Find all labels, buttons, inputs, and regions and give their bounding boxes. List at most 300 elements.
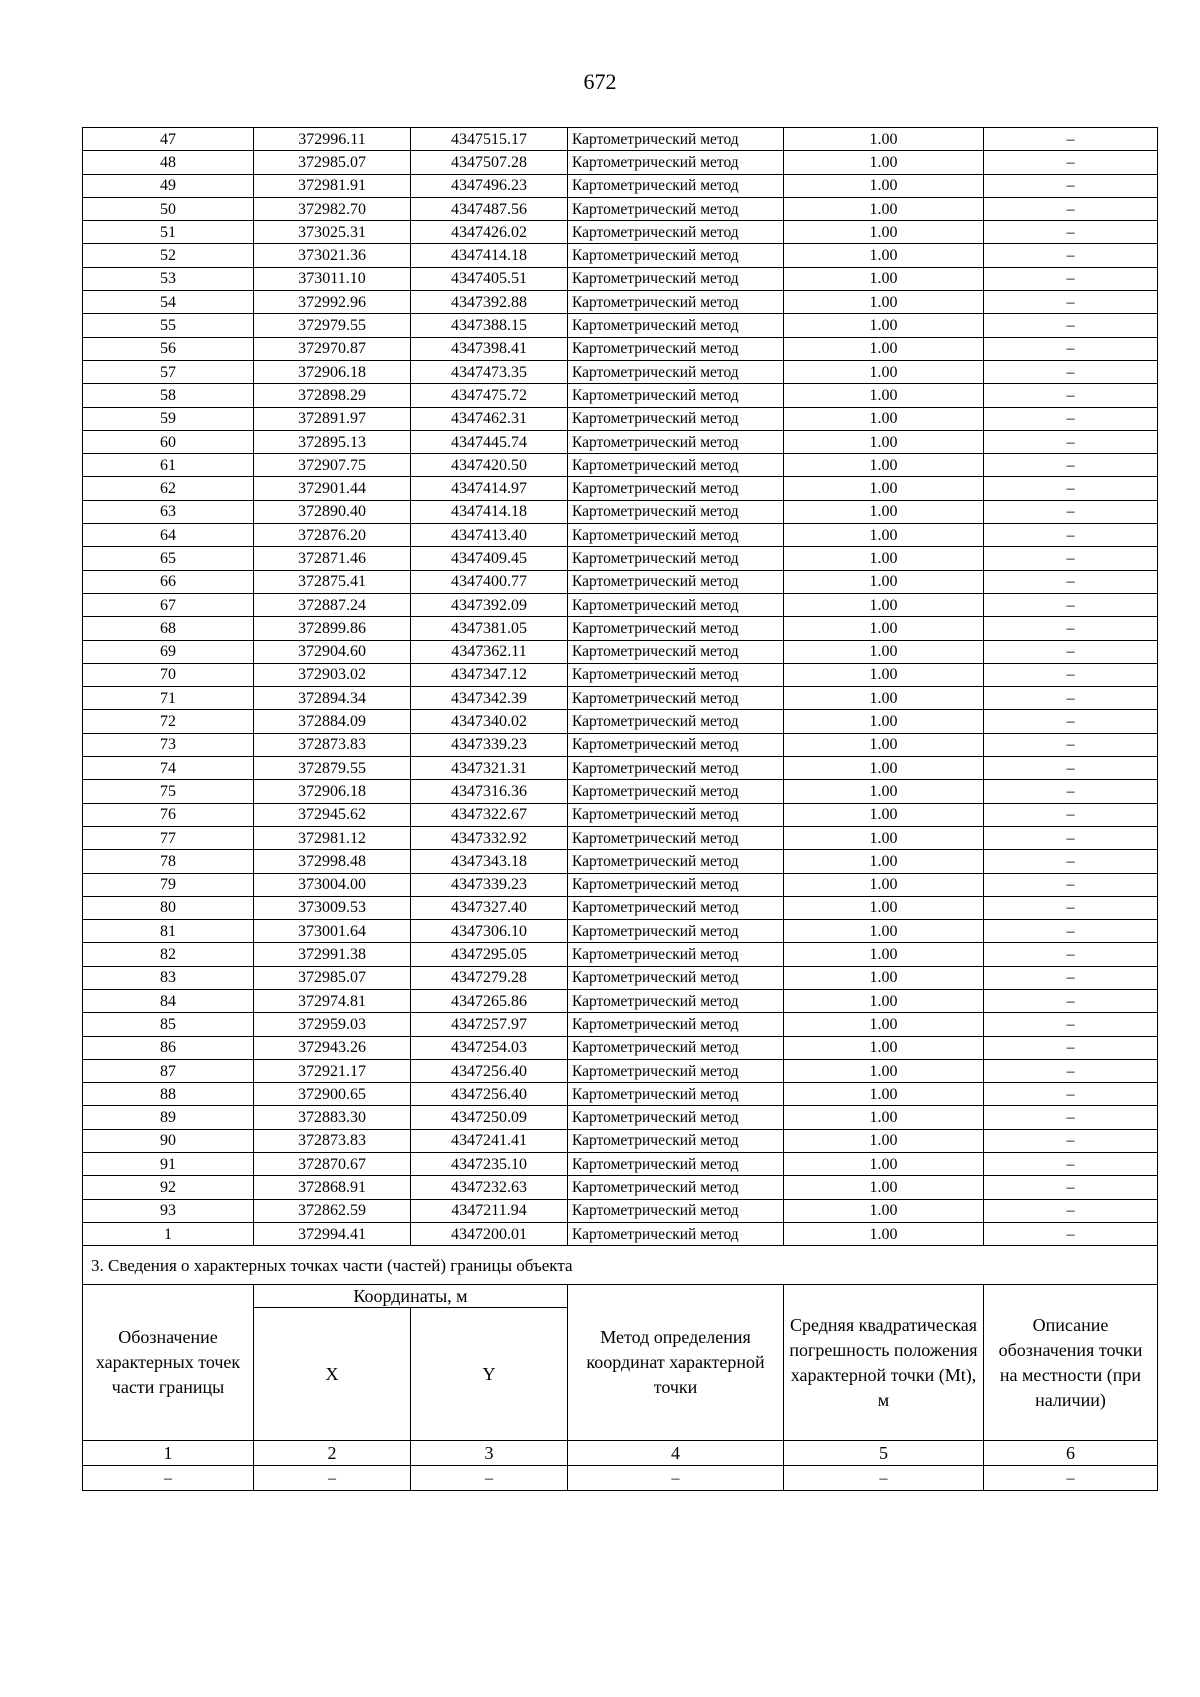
point-number: 63: [83, 500, 254, 523]
point-number: 55: [83, 314, 254, 337]
point-number: 83: [83, 966, 254, 989]
point-number: 59: [83, 407, 254, 430]
accuracy-cell: 1.00: [784, 989, 984, 1012]
coord-y: 4347409.45: [411, 547, 568, 570]
accuracy-cell: 1.00: [784, 1036, 984, 1059]
description-cell: –: [984, 710, 1158, 733]
coord-x: 372895.13: [254, 430, 411, 453]
description-cell: –: [984, 221, 1158, 244]
point-number: 70: [83, 663, 254, 686]
accuracy-cell: 1.00: [784, 593, 984, 616]
description-cell: –: [984, 896, 1158, 919]
coord-x: 373004.00: [254, 873, 411, 896]
column-number-row: [83, 1441, 1158, 1466]
accuracy-cell: 1.00: [784, 128, 984, 151]
description-cell: –: [984, 524, 1158, 547]
coord-x: 372894.34: [254, 687, 411, 710]
table-row: [83, 128, 1158, 151]
coord-x: 372879.55: [254, 757, 411, 780]
point-number: 77: [83, 826, 254, 849]
method-cell: Картометрический метод: [568, 1059, 784, 1082]
accuracy-cell: 1.00: [784, 966, 984, 989]
coord-x: 372890.40: [254, 500, 411, 523]
method-cell: Картометрический метод: [568, 151, 784, 174]
coord-y: 4347295.05: [411, 943, 568, 966]
accuracy-cell: 1.00: [784, 640, 984, 663]
method-cell: Картометрический метод: [568, 803, 784, 826]
accuracy-cell: 1.00: [784, 1129, 984, 1152]
table-row: [83, 1013, 1158, 1036]
accuracy-cell: 1.00: [784, 430, 984, 453]
coord-x: 372904.60: [254, 640, 411, 663]
accuracy-cell: 1.00: [784, 663, 984, 686]
description-cell: –: [984, 873, 1158, 896]
table-row: [83, 896, 1158, 919]
coord-y: 4347426.02: [411, 221, 568, 244]
point-number: 54: [83, 291, 254, 314]
point-number: 56: [83, 337, 254, 360]
table-row: [83, 617, 1158, 640]
method-cell: Картометрический метод: [568, 407, 784, 430]
accuracy-cell: 1.00: [784, 826, 984, 849]
coord-y: 4347462.31: [411, 407, 568, 430]
coord-y: 4347332.92: [411, 826, 568, 849]
coord-x: 372991.38: [254, 943, 411, 966]
coord-x: 372992.96: [254, 291, 411, 314]
description-cell: –: [984, 826, 1158, 849]
table-row: [83, 430, 1158, 453]
page-number: 672: [583, 69, 617, 94]
accuracy-cell: 1.00: [784, 780, 984, 803]
description-cell: –: [984, 267, 1158, 290]
empty-data-row: [83, 1466, 1158, 1491]
coord-y: 4347392.88: [411, 291, 568, 314]
coord-x: 372979.55: [254, 314, 411, 337]
coord-x: 373001.64: [254, 920, 411, 943]
method-cell: Картометрический метод: [568, 500, 784, 523]
accuracy-cell: 1.00: [784, 1153, 984, 1176]
section-title-row: [83, 1246, 1158, 1285]
description-cell: –: [984, 757, 1158, 780]
method-cell: Картометрический метод: [568, 1036, 784, 1059]
table-row: [83, 267, 1158, 290]
method-cell: Картометрический метод: [568, 221, 784, 244]
table-row: [83, 873, 1158, 896]
accuracy-cell: 1.00: [784, 314, 984, 337]
description-cell: –: [984, 920, 1158, 943]
header-description: Описание обозначения точки на местности (при наличии): [984, 1285, 1158, 1441]
point-number: 79: [83, 873, 254, 896]
method-cell: Картометрический метод: [568, 663, 784, 686]
coord-x: 372974.81: [254, 989, 411, 1012]
table-row: [83, 1222, 1158, 1245]
coord-x: 372907.75: [254, 454, 411, 477]
point-number: 67: [83, 593, 254, 616]
column-number: 5: [784, 1441, 984, 1466]
coord-y: 4347306.10: [411, 920, 568, 943]
point-number: 80: [83, 896, 254, 919]
point-number: 64: [83, 524, 254, 547]
accuracy-cell: 1.00: [784, 873, 984, 896]
description-cell: –: [984, 687, 1158, 710]
method-cell: Картометрический метод: [568, 337, 784, 360]
table-row: [83, 1036, 1158, 1059]
table-row: [83, 593, 1158, 616]
accuracy-cell: 1.00: [784, 244, 984, 267]
table-row: [83, 943, 1158, 966]
table-row: [83, 850, 1158, 873]
table-row: [83, 780, 1158, 803]
point-number: 73: [83, 733, 254, 756]
point-number: 81: [83, 920, 254, 943]
accuracy-cell: 1.00: [784, 524, 984, 547]
coord-x: 372906.18: [254, 360, 411, 383]
coord-y: 4347241.41: [411, 1129, 568, 1152]
description-cell: –: [984, 1013, 1158, 1036]
table-row: [83, 384, 1158, 407]
empty-cell: –: [411, 1466, 568, 1491]
method-cell: Картометрический метод: [568, 314, 784, 337]
method-cell: Картометрический метод: [568, 943, 784, 966]
method-cell: Картометрический метод: [568, 1106, 784, 1129]
method-cell: Картометрический метод: [568, 989, 784, 1012]
accuracy-cell: 1.00: [784, 477, 984, 500]
coord-y: 4347343.18: [411, 850, 568, 873]
method-cell: Картометрический метод: [568, 710, 784, 733]
header-designation: Обозначение характерных точек части границы: [83, 1285, 254, 1441]
coord-y: 4347347.12: [411, 663, 568, 686]
coord-y: 4347414.18: [411, 244, 568, 267]
column-number: 3: [411, 1441, 568, 1466]
header-row-1: [83, 1285, 1158, 1308]
coord-x: 372899.86: [254, 617, 411, 640]
table-row: [83, 757, 1158, 780]
points-rows: [83, 128, 1158, 1246]
coord-y: 4347256.40: [411, 1059, 568, 1082]
coord-x: 372862.59: [254, 1199, 411, 1222]
point-number: 62: [83, 477, 254, 500]
header-y: Y: [411, 1308, 568, 1441]
coord-y: 4347475.72: [411, 384, 568, 407]
description-cell: –: [984, 477, 1158, 500]
coord-x: 372943.26: [254, 1036, 411, 1059]
accuracy-cell: 1.00: [784, 267, 984, 290]
description-cell: –: [984, 430, 1158, 453]
coord-y: 4347327.40: [411, 896, 568, 919]
table-row: [83, 640, 1158, 663]
point-number: 78: [83, 850, 254, 873]
method-cell: Картометрический метод: [568, 547, 784, 570]
coord-x: 372985.07: [254, 966, 411, 989]
coord-y: 4347339.23: [411, 873, 568, 896]
description-cell: –: [984, 617, 1158, 640]
description-cell: –: [984, 337, 1158, 360]
coord-x: 372876.20: [254, 524, 411, 547]
section-3-title: 3. Сведения о характерных точках части (частей) границы объекта: [83, 1246, 1158, 1285]
method-cell: Картометрический метод: [568, 873, 784, 896]
coord-x: 372982.70: [254, 197, 411, 220]
table-row: [83, 244, 1158, 267]
method-cell: Картометрический метод: [568, 174, 784, 197]
header-method: Метод определения координат характерной точки: [568, 1285, 784, 1441]
method-cell: Картометрический метод: [568, 593, 784, 616]
coord-y: 4347265.86: [411, 989, 568, 1012]
table-row: [83, 360, 1158, 383]
coord-x: 372959.03: [254, 1013, 411, 1036]
accuracy-cell: 1.00: [784, 1013, 984, 1036]
coord-x: 372945.62: [254, 803, 411, 826]
coord-y: 4347420.50: [411, 454, 568, 477]
method-cell: Картометрический метод: [568, 477, 784, 500]
coord-x: 372981.91: [254, 174, 411, 197]
description-cell: –: [984, 291, 1158, 314]
table-row: [83, 1106, 1158, 1129]
point-number: 57: [83, 360, 254, 383]
point-number: 65: [83, 547, 254, 570]
method-cell: Картометрический метод: [568, 687, 784, 710]
point-number: 75: [83, 780, 254, 803]
method-cell: Картометрический метод: [568, 966, 784, 989]
point-number: 92: [83, 1176, 254, 1199]
point-number: 60: [83, 430, 254, 453]
coord-y: 4347381.05: [411, 617, 568, 640]
description-cell: –: [984, 593, 1158, 616]
description-cell: –: [984, 547, 1158, 570]
coord-y: 4347362.11: [411, 640, 568, 663]
coord-y: 4347256.40: [411, 1083, 568, 1106]
table-row: [83, 314, 1158, 337]
point-number: 50: [83, 197, 254, 220]
table-row: [83, 174, 1158, 197]
point-number: 48: [83, 151, 254, 174]
method-cell: Картометрический метод: [568, 640, 784, 663]
method-cell: Картометрический метод: [568, 733, 784, 756]
table-row: [83, 1129, 1158, 1152]
column-number: 2: [254, 1441, 411, 1466]
coord-y: 4347515.17: [411, 128, 568, 151]
coord-y: 4347445.74: [411, 430, 568, 453]
accuracy-cell: 1.00: [784, 1176, 984, 1199]
point-number: 69: [83, 640, 254, 663]
table-row: [83, 663, 1158, 686]
coord-y: 4347254.03: [411, 1036, 568, 1059]
empty-cell: –: [83, 1466, 254, 1491]
table-row: [83, 337, 1158, 360]
method-cell: Картометрический метод: [568, 430, 784, 453]
method-cell: Картометрический метод: [568, 826, 784, 849]
point-number: 68: [83, 617, 254, 640]
header-x: X: [254, 1308, 411, 1441]
coord-y: 4347200.01: [411, 1222, 568, 1245]
description-cell: –: [984, 128, 1158, 151]
point-number: 71: [83, 687, 254, 710]
table-row: [83, 197, 1158, 220]
table-row: [83, 570, 1158, 593]
coord-x: 372900.65: [254, 1083, 411, 1106]
description-cell: –: [984, 454, 1158, 477]
coord-y: 4347473.35: [411, 360, 568, 383]
table-row: [83, 151, 1158, 174]
description-cell: –: [984, 663, 1158, 686]
accuracy-cell: 1.00: [784, 733, 984, 756]
coord-x: 372871.46: [254, 547, 411, 570]
coord-x: 372998.48: [254, 850, 411, 873]
point-number: 51: [83, 221, 254, 244]
coord-y: 4347496.23: [411, 174, 568, 197]
column-number: 6: [984, 1441, 1158, 1466]
point-number: 66: [83, 570, 254, 593]
table-row: [83, 803, 1158, 826]
method-cell: Картометрический метод: [568, 1083, 784, 1106]
coord-x: 372921.17: [254, 1059, 411, 1082]
description-cell: –: [984, 803, 1158, 826]
coord-x: 372873.83: [254, 1129, 411, 1152]
point-number: 91: [83, 1153, 254, 1176]
header-accuracy: Средняя квадратическая погрешность положения характерной точки (Mt), м: [784, 1285, 984, 1441]
accuracy-cell: 1.00: [784, 687, 984, 710]
description-cell: –: [984, 500, 1158, 523]
description-cell: –: [984, 780, 1158, 803]
coord-y: 4347414.18: [411, 500, 568, 523]
coord-y: 4347392.09: [411, 593, 568, 616]
description-cell: –: [984, 1176, 1158, 1199]
column-number: 1: [83, 1441, 254, 1466]
point-number: 89: [83, 1106, 254, 1129]
accuracy-cell: 1.00: [784, 803, 984, 826]
point-number: 74: [83, 757, 254, 780]
table-row: [83, 221, 1158, 244]
coord-x: 373011.10: [254, 267, 411, 290]
coord-x: 372883.30: [254, 1106, 411, 1129]
point-number: 72: [83, 710, 254, 733]
table-row: [83, 1059, 1158, 1082]
point-number: 82: [83, 943, 254, 966]
method-cell: Картометрический метод: [568, 920, 784, 943]
description-cell: –: [984, 1036, 1158, 1059]
description-cell: –: [984, 360, 1158, 383]
empty-cell: –: [568, 1466, 784, 1491]
coord-x: 372903.02: [254, 663, 411, 686]
table-row: [83, 547, 1158, 570]
coord-y: 4347257.97: [411, 1013, 568, 1036]
method-cell: Картометрический метод: [568, 850, 784, 873]
table-row: [83, 291, 1158, 314]
coord-y: 4347235.10: [411, 1153, 568, 1176]
description-cell: –: [984, 1222, 1158, 1245]
coord-y: 4347405.51: [411, 267, 568, 290]
method-cell: Картометрический метод: [568, 1176, 784, 1199]
point-number: 47: [83, 128, 254, 151]
coord-y: 4347487.56: [411, 197, 568, 220]
description-cell: –: [984, 1059, 1158, 1082]
coord-x: 372898.29: [254, 384, 411, 407]
coord-y: 4347232.63: [411, 1176, 568, 1199]
coord-y: 4347507.28: [411, 151, 568, 174]
accuracy-cell: 1.00: [784, 710, 984, 733]
method-cell: Картометрический метод: [568, 524, 784, 547]
accuracy-cell: 1.00: [784, 920, 984, 943]
coord-x: 372873.83: [254, 733, 411, 756]
table-row: [83, 1153, 1158, 1176]
coord-x: 372996.11: [254, 128, 411, 151]
empty-cell: –: [984, 1466, 1158, 1491]
accuracy-cell: 1.00: [784, 337, 984, 360]
accuracy-cell: 1.00: [784, 757, 984, 780]
coord-y: 4347322.67: [411, 803, 568, 826]
coord-x: 372884.09: [254, 710, 411, 733]
coord-y: 4347339.23: [411, 733, 568, 756]
accuracy-cell: 1.00: [784, 151, 984, 174]
method-cell: Картометрический метод: [568, 757, 784, 780]
description-cell: –: [984, 640, 1158, 663]
accuracy-cell: 1.00: [784, 896, 984, 919]
coord-x: 372906.18: [254, 780, 411, 803]
coord-y: 4347413.40: [411, 524, 568, 547]
coord-x: 372891.97: [254, 407, 411, 430]
point-number: 1: [83, 1222, 254, 1245]
accuracy-cell: 1.00: [784, 1059, 984, 1082]
point-number: 76: [83, 803, 254, 826]
coord-y: 4347398.41: [411, 337, 568, 360]
accuracy-cell: 1.00: [784, 1083, 984, 1106]
description-cell: –: [984, 407, 1158, 430]
description-cell: –: [984, 989, 1158, 1012]
point-number: 88: [83, 1083, 254, 1106]
accuracy-cell: 1.00: [784, 570, 984, 593]
column-number: 4: [568, 1441, 784, 1466]
description-cell: –: [984, 1083, 1158, 1106]
description-cell: –: [984, 1129, 1158, 1152]
accuracy-cell: 1.00: [784, 617, 984, 640]
method-cell: Картометрический метод: [568, 1129, 784, 1152]
method-cell: Картометрический метод: [568, 384, 784, 407]
coord-x: 372994.41: [254, 1222, 411, 1245]
empty-cell: –: [784, 1466, 984, 1491]
description-cell: –: [984, 197, 1158, 220]
method-cell: Картометрический метод: [568, 454, 784, 477]
table-row: [83, 920, 1158, 943]
description-cell: –: [984, 1106, 1158, 1129]
table-row: [83, 989, 1158, 1012]
description-cell: –: [984, 1199, 1158, 1222]
point-number: 53: [83, 267, 254, 290]
coord-y: 4347414.97: [411, 477, 568, 500]
coord-x: 372887.24: [254, 593, 411, 616]
table-row: [83, 524, 1158, 547]
accuracy-cell: 1.00: [784, 360, 984, 383]
coord-x: 373025.31: [254, 221, 411, 244]
accuracy-cell: 1.00: [784, 221, 984, 244]
method-cell: Картометрический метод: [568, 780, 784, 803]
section-3: [83, 1246, 1158, 1491]
method-cell: Картометрический метод: [568, 267, 784, 290]
method-cell: Картометрический метод: [568, 360, 784, 383]
table-row: [83, 826, 1158, 849]
description-cell: –: [984, 151, 1158, 174]
method-cell: Картометрический метод: [568, 128, 784, 151]
accuracy-cell: 1.00: [784, 407, 984, 430]
table-row: [83, 454, 1158, 477]
boundary-points-table: [82, 127, 1158, 1491]
description-cell: –: [984, 570, 1158, 593]
table-row: [83, 687, 1158, 710]
table-row: [83, 407, 1158, 430]
coord-x: 372901.44: [254, 477, 411, 500]
coord-x: 373009.53: [254, 896, 411, 919]
accuracy-cell: 1.00: [784, 384, 984, 407]
description-cell: –: [984, 943, 1158, 966]
accuracy-cell: 1.00: [784, 1199, 984, 1222]
